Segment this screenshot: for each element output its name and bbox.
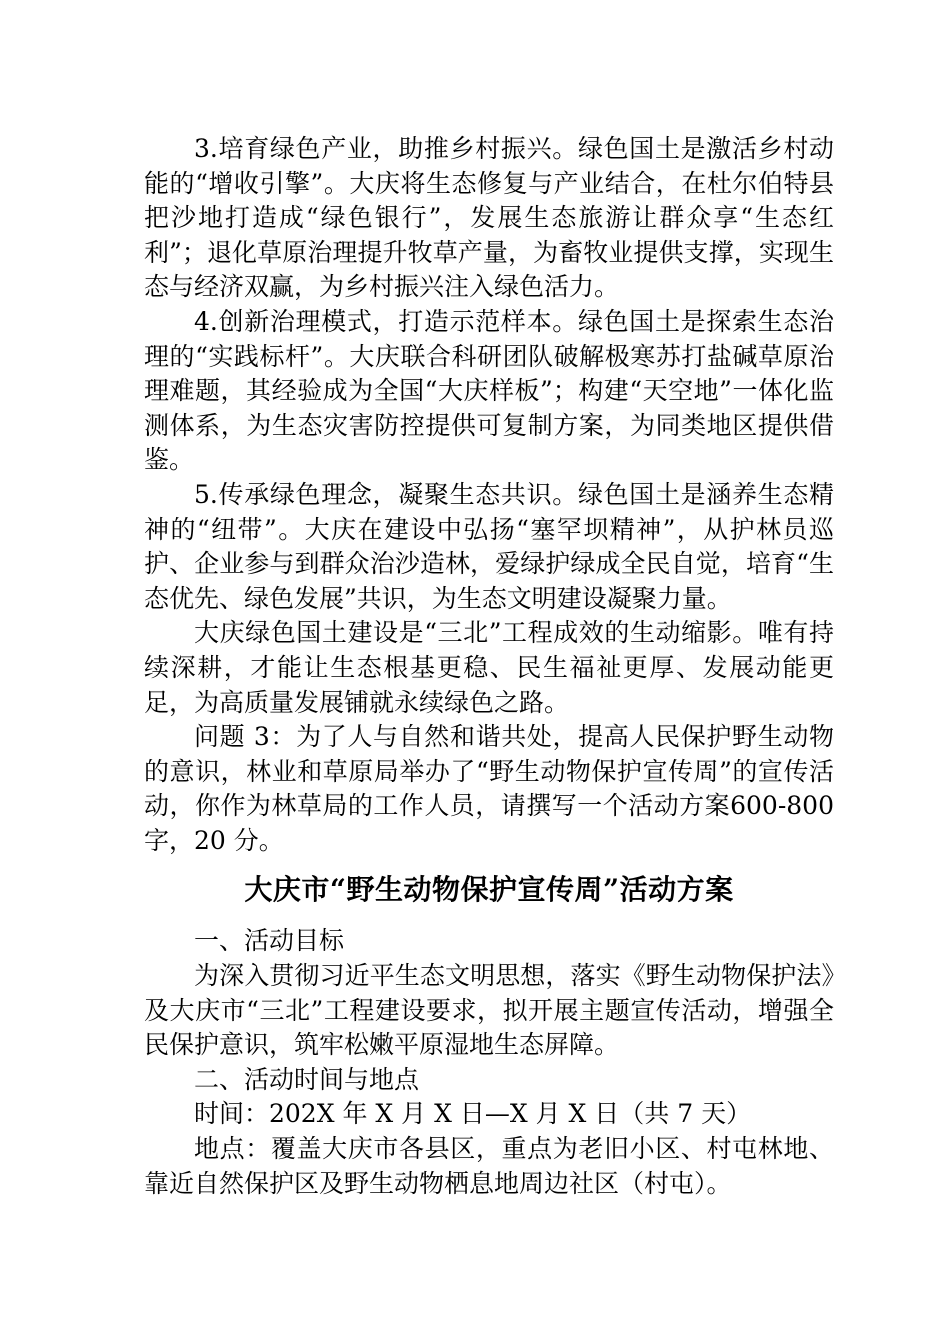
paragraph-question-3: 问题 3：为了人与自然和谐共处，提高人民保护野生动物的意识，林业和草原局举办了“野生动物保护宣传周”的宣传活动，你作为林草局的工作人员，请撰写一个活动方案600-800 字，20 分。 [144, 722, 834, 855]
paragraph-time: 时间：202X 年 X 月 X 日—X 月 X 日（共 7 天） [194, 1099, 752, 1129]
paragraph-inherit-green-concept: 5.传承绿色理念，凝聚生态共识。绿色国土是涵养生态精神的“纽带”。大庆在建设中弘扬“塞罕坝精神”，从护林员巡护、企业参与到群众治沙造林，爱绿护绿成全民自觉，培育“生态优先、绿色发展”共识，为生态文明建设凝聚力量。 [144, 479, 834, 613]
section-heading-goal: 一、活动目标 [194, 926, 345, 956]
plan-title: 大庆市“野生动物保护宣传周”活动方案 [244, 873, 734, 907]
section-heading-time-place: 二、活动时间与地点 [194, 1064, 420, 1094]
document-page [144, 132, 834, 1201]
paragraph-cultivate-green-industry: 3.培育绿色产业，助推乡村振兴。绿色国土是激活乡村动能的“增收引擎”。大庆将生态修复与产业结合，在杜尔伯特县把沙地打造成“绿色银行”，发展生态旅游让群众享“生态红利”；退化草原治理提升牧草产量，为畜牧业提供支撑，实现生态与经济双赢，为乡村振兴注入绿色活力。 [144, 134, 834, 302]
paragraph-goal: 为深入贯彻习近平生态文明思想，落实《野生动物保护法》及大庆市“三北”工程建设要求，拟开展主题宣传活动，增强全民保护意识，筑牢松嫩平原湿地生态屏障。 [144, 961, 834, 1060]
paragraph-innovate-governance: 4.创新治理模式，打造示范样本。绿色国土是探索生态治理的“实践标杆”。大庆联合科研团队破解极寒苏打盐碱草原治理难题，其经验成为全国“大庆样板”；构建“天空地”一体化监测体系，为生态灾害防控提供可复制方案，为同类地区提供借鉴。 [144, 306, 834, 475]
paragraph-place: 地点：覆盖大庆市各县区，重点为老旧小区、村屯林地、靠近自然保护区及野生动物栖息地周边社区（村屯）。 [144, 1134, 834, 1198]
paragraph-conclusion: 大庆绿色国土建设是“三北”工程成效的生动缩影。唯有持续深耕，才能让生态根基更稳、民生福祉更厚、发展动能更足，为高质量发展铺就永续绿色之路。 [144, 618, 834, 717]
